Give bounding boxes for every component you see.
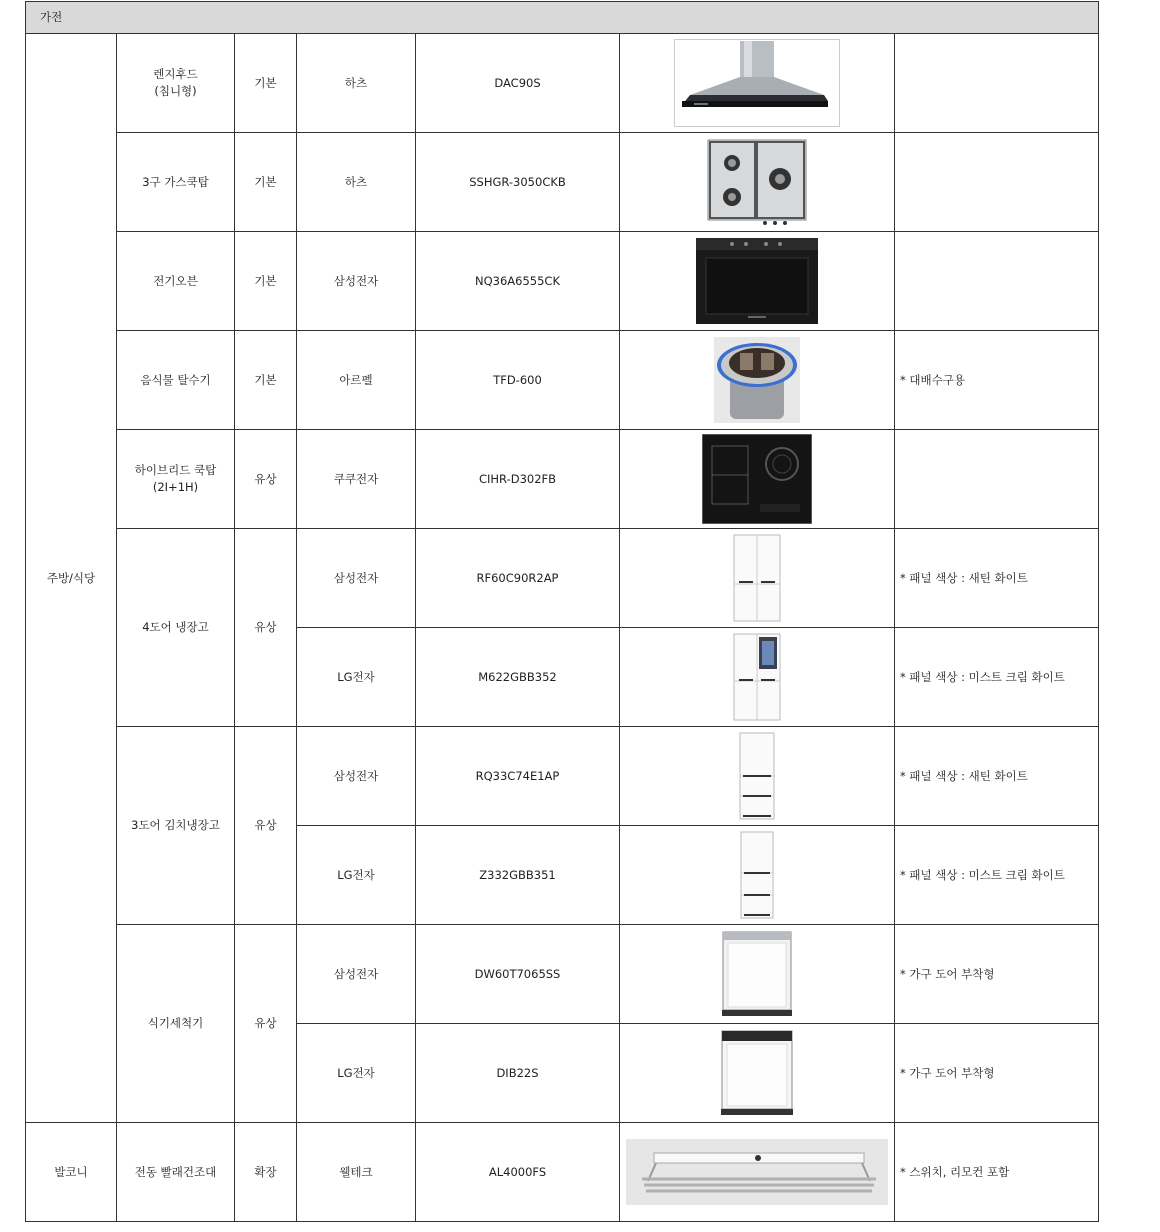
image-cell: [620, 1123, 895, 1222]
table-row: [26, 232, 1099, 331]
image-cell: [620, 628, 895, 727]
brand-cell: 하츠: [297, 34, 416, 133]
range-hood-image: [674, 39, 840, 127]
table-row: [26, 1123, 1099, 1222]
image-cell: [620, 133, 895, 232]
gas-cooktop-image: [707, 139, 807, 225]
item-cell: 3도어 김치냉장고: [117, 727, 235, 925]
dishwasher-lg-image: [721, 1030, 793, 1116]
fridge-lg-image: [733, 633, 781, 721]
table-header-row: [26, 2, 1099, 34]
grade-cell: 유상: [235, 925, 297, 1123]
model-cell: Z332GBB351: [416, 826, 620, 925]
brand-cell: 삼성전자: [297, 232, 416, 331]
image-cell: [620, 1024, 895, 1123]
model-cell: RQ33C74E1AP: [416, 727, 620, 826]
image-cell: [620, 430, 895, 529]
image-cell: [620, 331, 895, 430]
table-row: [26, 331, 1099, 430]
item-cell: 4도어 냉장고: [117, 529, 235, 727]
model-cell: DW60T7065SS: [416, 925, 620, 1024]
section-title: 가전: [26, 2, 1099, 34]
model-cell: AL4000FS: [416, 1123, 620, 1222]
item-name: 하이브리드 쿡탑: [134, 463, 217, 478]
image-cell: [620, 826, 895, 925]
brand-cell: 삼성전자: [297, 925, 416, 1024]
item-name: 렌지후드: [153, 67, 198, 82]
grade-cell: 기본: [235, 331, 297, 430]
item-subtitle: (2I+1H): [152, 480, 199, 494]
brand-cell: 삼성전자: [297, 529, 416, 628]
table-row: [26, 133, 1099, 232]
item-subtitle: (침니형): [154, 84, 197, 98]
oven-image: [696, 238, 818, 324]
item-cell: [117, 430, 235, 529]
image-cell: [620, 232, 895, 331]
model-cell: RF60C90R2AP: [416, 529, 620, 628]
brand-cell: LG전자: [297, 628, 416, 727]
brand-cell: 하츠: [297, 133, 416, 232]
model-cell: TFD-600: [416, 331, 620, 430]
grade-cell: 기본: [235, 232, 297, 331]
model-cell: DAC90S: [416, 34, 620, 133]
brand-cell: LG전자: [297, 1024, 416, 1123]
model-cell: SSHGR-3050CKB: [416, 133, 620, 232]
area-kitchen: 주방/식당: [26, 34, 117, 1123]
note-cell: [895, 232, 1099, 331]
image-cell: [620, 529, 895, 628]
brand-cell: 쿠쿠전자: [297, 430, 416, 529]
note-cell: [895, 34, 1099, 133]
grade-cell: 확장: [235, 1123, 297, 1222]
note-cell: * 패널 색상 : 새틴 화이트: [895, 727, 1099, 826]
table-row: [26, 34, 1099, 133]
note-cell: [895, 133, 1099, 232]
grade-cell: 기본: [235, 34, 297, 133]
model-cell: NQ36A6555CK: [416, 232, 620, 331]
model-cell: DIB22S: [416, 1024, 620, 1123]
table-row: [26, 727, 1099, 826]
image-cell: [620, 925, 895, 1024]
item-cell: 식기세척기: [117, 925, 235, 1123]
brand-cell: 아르펠: [297, 331, 416, 430]
item-cell: 전동 빨래건조대: [117, 1123, 235, 1222]
brand-cell: 웰테크: [297, 1123, 416, 1222]
image-cell: [620, 727, 895, 826]
grade-cell: 유상: [235, 529, 297, 727]
item-cell: 전기오븐: [117, 232, 235, 331]
kimchi-fridge-samsung-image: [739, 732, 775, 820]
note-cell: * 스위치, 리모컨 포함: [895, 1123, 1099, 1222]
brand-cell: 삼성전자: [297, 727, 416, 826]
note-cell: * 패널 색상 : 미스트 크림 화이트: [895, 628, 1099, 727]
kimchi-fridge-lg-image: [740, 831, 774, 919]
grade-cell: 유상: [235, 430, 297, 529]
appliance-spec-table: [25, 1, 1099, 1222]
dishwasher-samsung-image: [722, 931, 792, 1017]
note-cell: * 가구 도어 부착형: [895, 1024, 1099, 1123]
item-cell: [117, 34, 235, 133]
table-row: [26, 925, 1099, 1024]
note-cell: * 패널 색상 : 미스트 크림 화이트: [895, 826, 1099, 925]
hybrid-cooktop-image: [702, 434, 812, 524]
laundry-rack-image: [626, 1139, 888, 1205]
brand-cell: LG전자: [297, 826, 416, 925]
table-row: [26, 529, 1099, 628]
image-cell: [620, 34, 895, 133]
model-cell: M622GBB352: [416, 628, 620, 727]
note-cell: * 대배수구용: [895, 331, 1099, 430]
table-row: [26, 430, 1099, 529]
grade-cell: 기본: [235, 133, 297, 232]
note-cell: * 가구 도어 부착형: [895, 925, 1099, 1024]
note-cell: * 패널 색상 : 새틴 화이트: [895, 529, 1099, 628]
fridge-samsung-image: [733, 534, 781, 622]
model-cell: CIHR-D302FB: [416, 430, 620, 529]
grade-cell: 유상: [235, 727, 297, 925]
area-balcony: 발코니: [26, 1123, 117, 1222]
item-cell: 3구 가스쿡탑: [117, 133, 235, 232]
note-cell: [895, 430, 1099, 529]
food-dehydrator-image: [714, 337, 800, 423]
item-cell: 음식물 탈수기: [117, 331, 235, 430]
